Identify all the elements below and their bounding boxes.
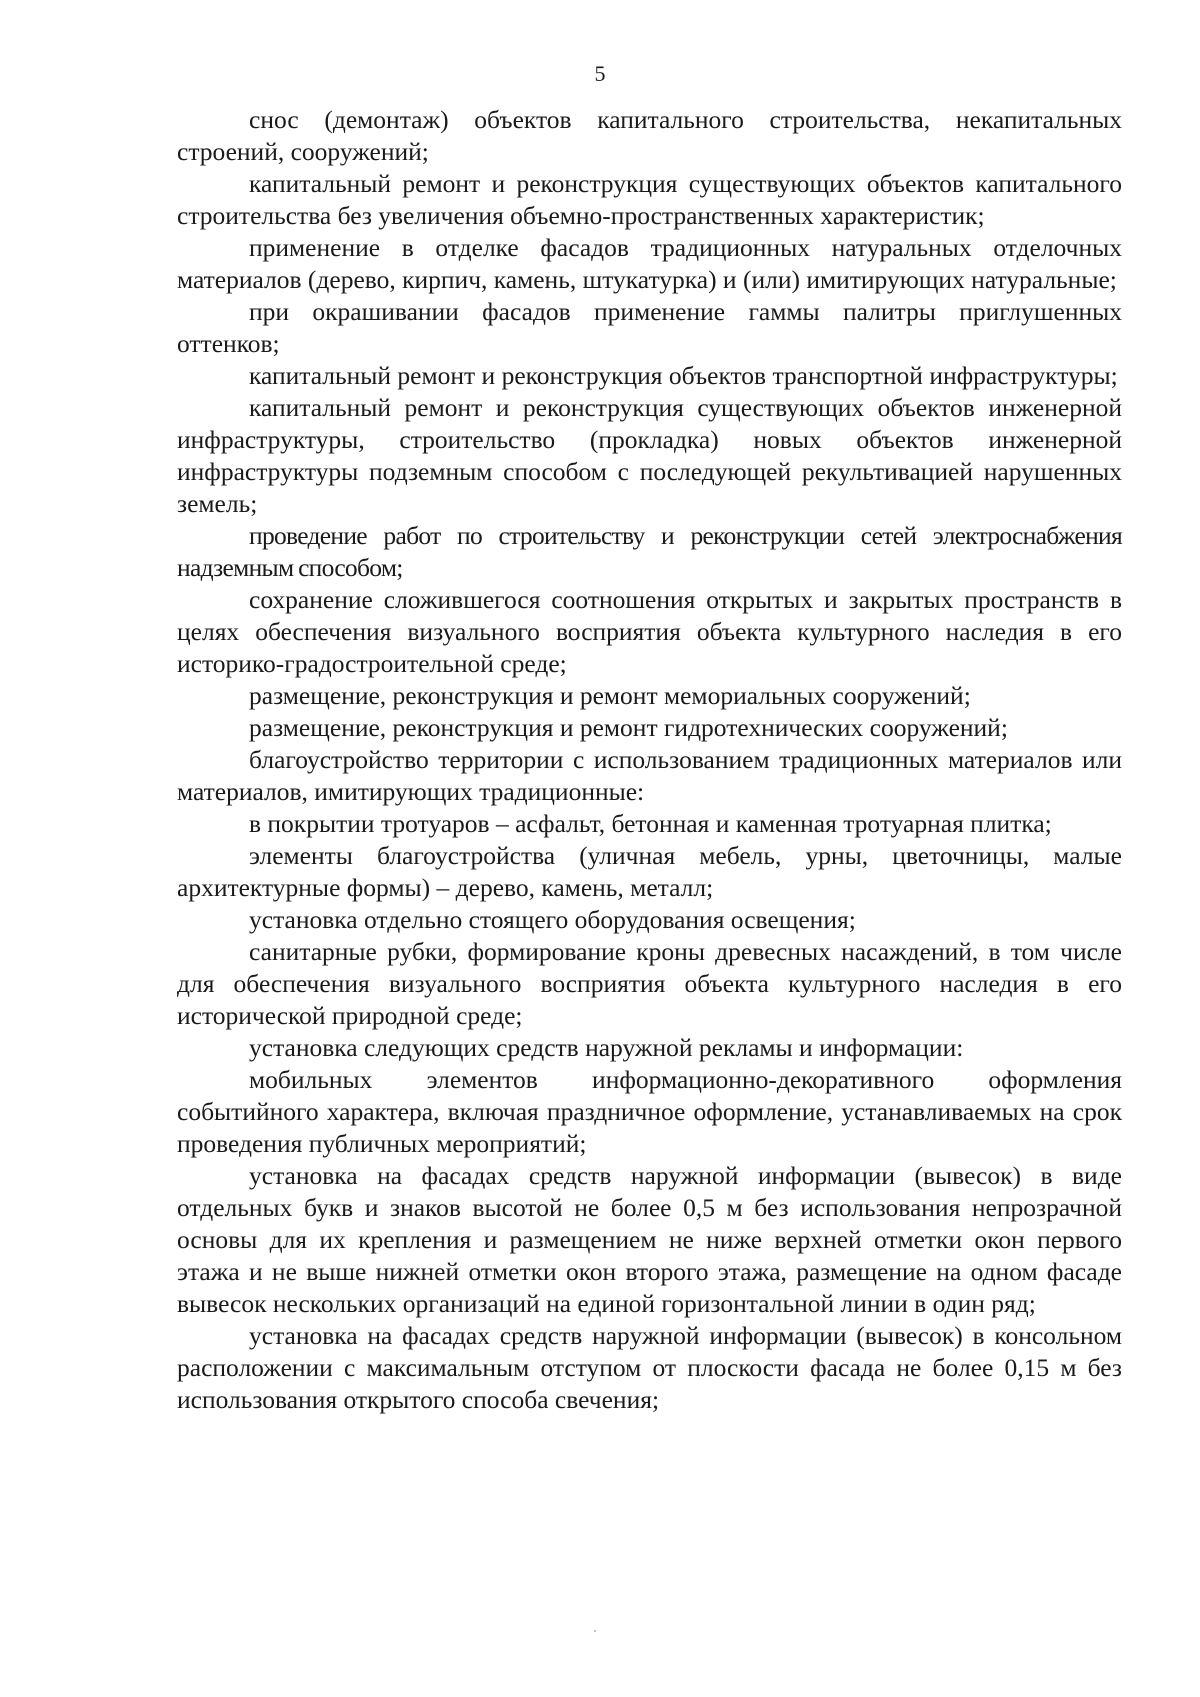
scan-speck <box>594 1630 596 1632</box>
paragraph-engineering-infrastructure: капитальный ремонт и реконструкция существующих объектов инженерной инфраструктуры, строительство (прокладка) новых объектов инженерной инфраструктуры подземным способом с последующей рекультивацией нарушенных земель; <box>177 393 1122 518</box>
document-body <box>177 104 1122 1416</box>
paragraph-facade-signs-console: установка на фасадах средств наружной информации (вывесок) в консольном расположении с максимальным отступом от плоскости фасада не более 0,15 м без использования открытого способа свечения; <box>177 1321 1122 1414</box>
paragraph-sanitary-felling: санитарные рубки, формирование кроны древесных насаждений, в том числе для обеспечения визуального восприятия объекта культурного наследия в его исторической природной среде; <box>177 937 1122 1030</box>
paragraph-demolition: снос (демонтаж) объектов капитального строительства, некапитальных строений, сооружений; <box>177 105 1122 166</box>
paragraph-lighting-equipment: установка отдельно стоящего оборудования освещения; <box>249 905 856 934</box>
paragraph-sidewalk-paving: в покрытии тротуаров – асфальт, бетонная и каменная тротуарная плитка; <box>249 809 1052 838</box>
paragraph-power-networks: проведение работ по строительству и реконструкции сетей электроснабжения надземным способом; <box>177 521 1122 582</box>
paragraph-hydraulic-structures: размещение, реконструкция и ремонт гидротехнических сооружений; <box>249 713 1008 742</box>
paragraph-transport-infrastructure: капитальный ремонт и реконструкция объектов транспортной инфраструктуры; <box>249 361 1118 390</box>
paragraph-capital-repair: капитальный ремонт и реконструкция существующих объектов капитального строительства без увеличения объемно-пространственных характеристик; <box>177 169 1122 230</box>
paragraph-advertising-intro: установка следующих средств наружной рекламы и информации: <box>249 1033 964 1062</box>
paragraph-memorial-structures: размещение, реконструкция и ремонт мемориальных сооружений; <box>249 681 971 710</box>
page-number: 5 <box>594 61 606 86</box>
paragraph-open-closed-spaces: сохранение сложившегося соотношения открытых и закрытых пространств в целях обеспечения визуального восприятия объекта культурного наследия в его историко-градостроительной среде; <box>177 585 1122 678</box>
paragraph-landscaping: благоустройство территории с использованием традиционных материалов или материалов, имитирующих традиционные: <box>177 745 1122 806</box>
paragraph-facade-painting: при окрашивании фасадов применение гаммы палитры приглушенных оттенков; <box>177 297 1122 358</box>
paragraph-mobile-elements: мобильных элементов информационно-декоративного оформления событийного характера, включая праздничное оформление, устанавливаемых на срок проведения публичных мероприятий; <box>177 1065 1122 1158</box>
paragraph-landscape-elements: элементы благоустройства (уличная мебель, урны, цветочницы, малые архитектурные формы) – дерево, камень, металл; <box>177 841 1122 902</box>
paragraph-facade-signs-letters: установка на фасадах средств наружной информации (вывесок) в виде отдельных букв и знаков высотой не более 0,5 м без использования непрозрачной основы для их крепления и размещением не ниже верхней отметки окон первого этажа и не выше нижней отметки окон второго этажа, размещение на одном фасаде вывесок нескольких организаций на единой горизонтальной линии в один ряд; <box>177 1161 1122 1318</box>
paragraph-facade-materials: применение в отделке фасадов традиционных натуральных отделочных материалов (дерево, кирпич, камень, штукатурка) и (или) имитирующих натуральные; <box>177 233 1122 294</box>
